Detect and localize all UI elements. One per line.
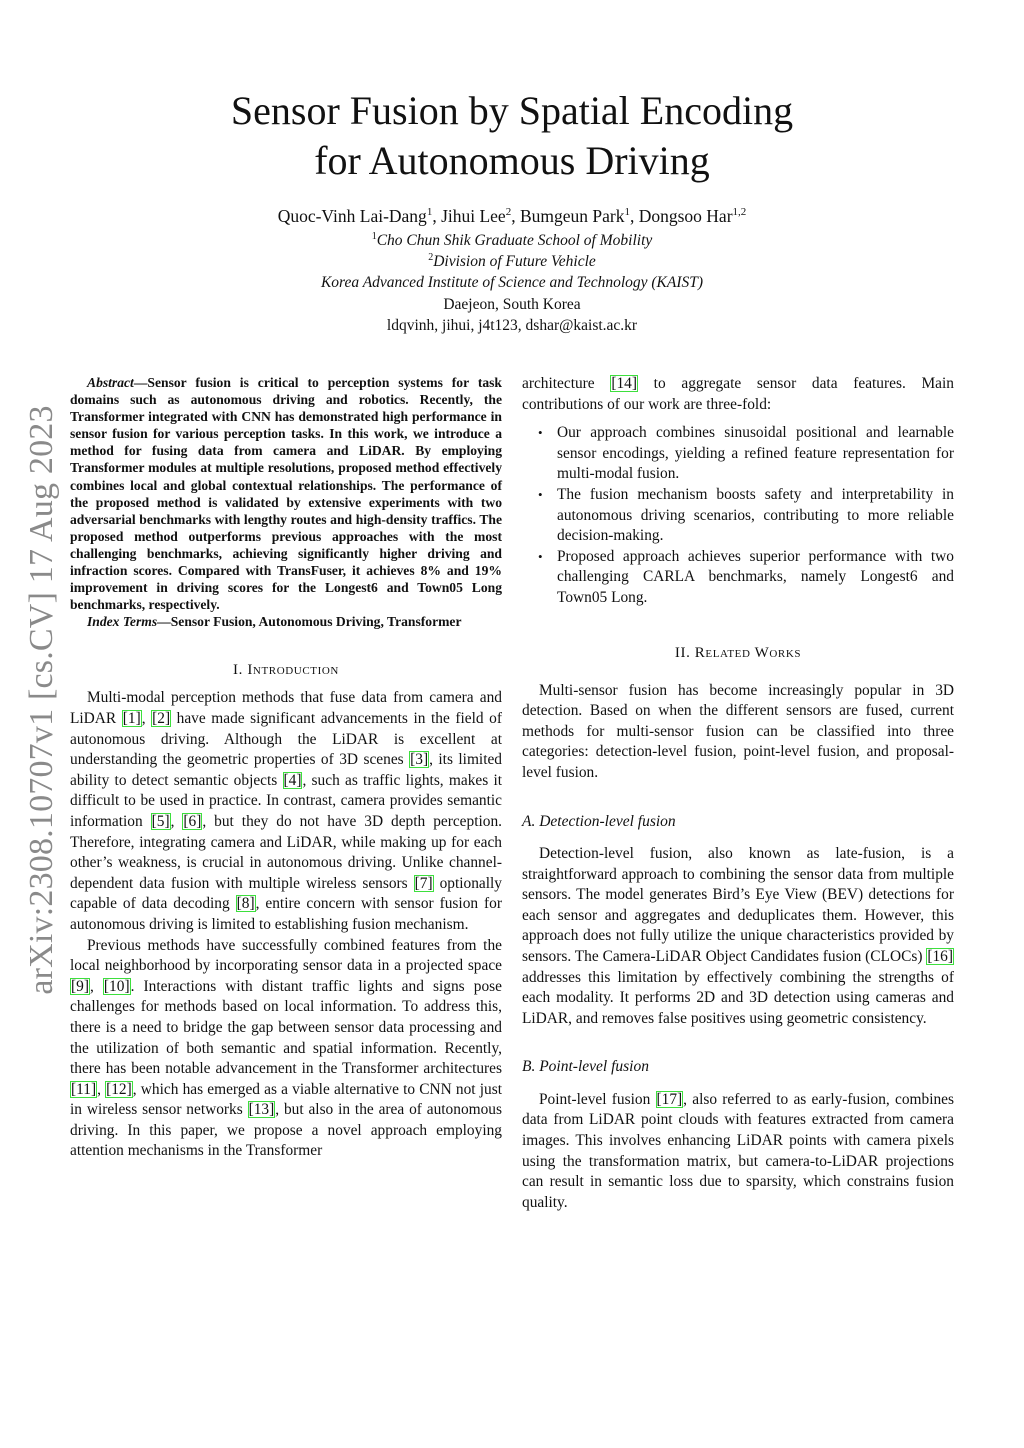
affiliation-1-num: 1 <box>371 231 377 242</box>
citation-link-2[interactable]: [2] <box>152 710 171 727</box>
detection-level-paragraph: Detection-level fusion, also known as late-fusion, is a straightforward approach to combining the sensor data from multiple sensors. The model generates Bird’s Eye View (BEV) detections for each sensor and aggregates and deduplicates them. However, this approach does not fully utilize the unique characteristics provided by sensors. The Camera-LiDAR Object Candidates fusion (CLOCs) [16] addresses this limitation by effectively combining the strengths of each modality. It performs 2D and 3D detection using cameras and LiDAR, and removes false positives using geometric consistency. <box>522 845 954 1027</box>
author-3-aff: 1 <box>624 206 630 218</box>
citation-link-9[interactable]: [9] <box>71 977 89 995</box>
citation-link-5[interactable]: [5] <box>151 812 170 830</box>
abstract-text: —Sensor fusion is critical to perception systems for task domains such as autonomous driving and robotics. Recently, the Transformer integrated with CNN has demonstrated high performance in sensor fusion for various perception tasks. In this work, we introduce a method for fusing data from camera and LiDAR. By employing Transformer modules at multiple resolutions, proposed method effectively combines local and global contextual relationships. The performance of the proposed method is validated by extensive experiments with two adversarial benchmarks with lengthy routes and high-density traffics. The proposed method outperforms previous approaches with the most challenging benchmarks, achieving significantly higher driving and infraction scores. Compared with TransFuser, it achieves 8% and 19% improvement in driving scores for the Longest6 and Town05 Long benchmarks, respectively. <box>70 375 502 613</box>
citation-link-14[interactable]: [14] <box>611 375 637 392</box>
author-sep-3: , <box>629 206 639 226</box>
author-2: Jihui Lee <box>441 206 506 226</box>
contribution-item <box>522 423 954 485</box>
abstract-lead: Abstract <box>87 375 134 390</box>
title-line-1: Sensor Fusion by Spatial Encoding <box>230 88 794 133</box>
citation-link-8[interactable]: [8] <box>236 895 255 913</box>
subsection-heading-point-level: B. Point-level fusion <box>522 1058 649 1076</box>
related-paragraph-1: Multi-sensor fusion has become increasingly popular in 3D detection. Based on when the different sensors are fused, current methods for multi-sensor fusion can be classified into three categories: detection-level fusion, point-level fusion, and proposal-level fusion. <box>522 681 954 781</box>
affiliation-1 <box>112 230 912 251</box>
bullet-3: • <box>538 548 543 564</box>
subsection-heading-detection-level: A. Detection-level fusion <box>522 812 676 830</box>
paper-title <box>112 86 912 186</box>
author-emails: ldqvinh, jihui, j4t123, dshar@kaist.ac.kr <box>386 316 638 334</box>
institute: Korea Advanced Institute of Science and Technology (KAIST) <box>320 274 704 292</box>
author-3: Bumgeun Park <box>519 206 625 226</box>
citation-link-13[interactable]: [13] <box>248 1101 275 1119</box>
index-terms <box>70 613 502 630</box>
author-sep-2: , <box>511 206 520 226</box>
intro-continuation: architecture [14] to aggregate sensor data features. Main contributions of our work are three-fold: <box>522 375 954 413</box>
intro-paragraph-2: Previous methods have successfully combined features from the local neighborhood by incorporating sensor data in a projected space [9], [10]. Interactions with distant traffic lights and signs pose challenges for methods based on local information. To address this, there is a need to bridge the gap between sensor data processing and the utilization of both semantic and spatial information. Recently, there has been notable advancement in the Transformer architectures [11], [12], which has emerged as a viable alternative to CNN not just in wireless sensor networks [13], but also in the area of autonomous driving. In this paper, we propose a novel approach employing attention mechanisms in the Transformer <box>70 936 502 1160</box>
contribution-text-1: Our approach combines sinusoidal positional and learnable sensor encodings, yielding a refined feature representation for multi-modal fusion. <box>557 424 954 483</box>
author-1-aff: 1 <box>426 206 433 218</box>
affiliation-2 <box>112 251 912 272</box>
citation-link-4[interactable]: [4] <box>283 771 302 789</box>
citation-link-7[interactable]: [7] <box>414 874 433 892</box>
citation-link-17[interactable]: [17] <box>656 1090 683 1108</box>
author-4-aff: 1,2 <box>732 206 747 218</box>
citation-link-3[interactable]: [3] <box>410 751 429 769</box>
affiliation-2-num: 2 <box>428 252 434 264</box>
left-column <box>70 374 502 1162</box>
citation-link-1[interactable]: [1] <box>122 710 141 727</box>
section-heading-introduction: I. Introduction <box>233 662 339 679</box>
arxiv-identifier: arXiv:2308.10707v1 [cs.CV] 17 Aug 2023 <box>23 405 60 995</box>
author-4: Dongsoo Har <box>638 206 733 226</box>
index-terms-lead: Index Terms <box>87 614 158 630</box>
index-terms-text: —Sensor Fusion, Autonomous Driving, Transformer <box>157 614 462 630</box>
citation-link-6[interactable]: [6] <box>183 812 202 830</box>
contribution-item <box>522 547 954 609</box>
contribution-text-3: Proposed approach achieves superior performance with two challenging CARLA benchmarks, namely Longest6 and Town05 Long. <box>557 547 954 606</box>
affiliation-1-text: Cho Chun Shik Graduate School of Mobility <box>376 232 653 249</box>
citation-link-12[interactable]: [12] <box>106 1080 132 1098</box>
point-level-paragraph: Point-level fusion [17], also referred to as early-fusion, combines data from LiDAR point clouds with features extracted from camera images. This involves enhancing LiDAR points with camera pixels using the transformation matrix, but camera-to-LiDAR projections can result in semantic loss due to sparsity, which constrains fusion quality. <box>522 1090 954 1211</box>
section-heading-related-works: II. Related Works <box>674 644 802 661</box>
intro-paragraph-1: Multi-modal perception methods that fuse data from camera and LiDAR [1], [2] have made significant advancements in the field of autonomous driving. Although the LiDAR is excellent at understanding the geometric properties of 3D scenes [3], its limited ability to detect semantic objects [4], such as traffic lights, makes it difficult to be used in practice. In contrast, camera provides semantic information [5], [6], but they do not have 3D depth perception. Therefore, integrating camera and LiDAR, while making up for each other’s weakness, is crucial in autonomous driving. Unlike channel-dependent data fusion with multiple wireless sensors [7] optionally capable of data decoding [8], entire concern with sensor fusion for autonomous driving is limited to establishing fusion mechanism. <box>70 689 502 933</box>
contributions-list <box>522 423 954 608</box>
right-column <box>522 374 954 1213</box>
citation-link-16[interactable]: [16] <box>927 947 953 965</box>
author-2-aff: 2 <box>505 206 512 218</box>
title-line-2: for Autonomous Driving <box>314 138 710 183</box>
bullet-1: • <box>538 425 543 441</box>
location: Daejeon, South Korea <box>443 295 581 313</box>
bullet-2: • <box>538 486 543 502</box>
contribution-text-2: The fusion mechanism boosts safety and interpretability in autonomous driving scenarios, contributing to more reliable decision-making. <box>557 485 954 545</box>
author-sep-1: , <box>432 206 442 226</box>
affiliations <box>112 230 912 336</box>
citation-link-11[interactable]: [11] <box>71 1080 97 1098</box>
citation-link-10[interactable]: [10] <box>103 977 130 995</box>
affiliation-2-text: Division of Future Vehicle <box>433 253 596 271</box>
contribution-item <box>522 485 954 547</box>
author-list <box>112 205 912 227</box>
abstract <box>70 374 502 613</box>
author-1: Quoc-Vinh Lai-Dang <box>277 206 427 226</box>
